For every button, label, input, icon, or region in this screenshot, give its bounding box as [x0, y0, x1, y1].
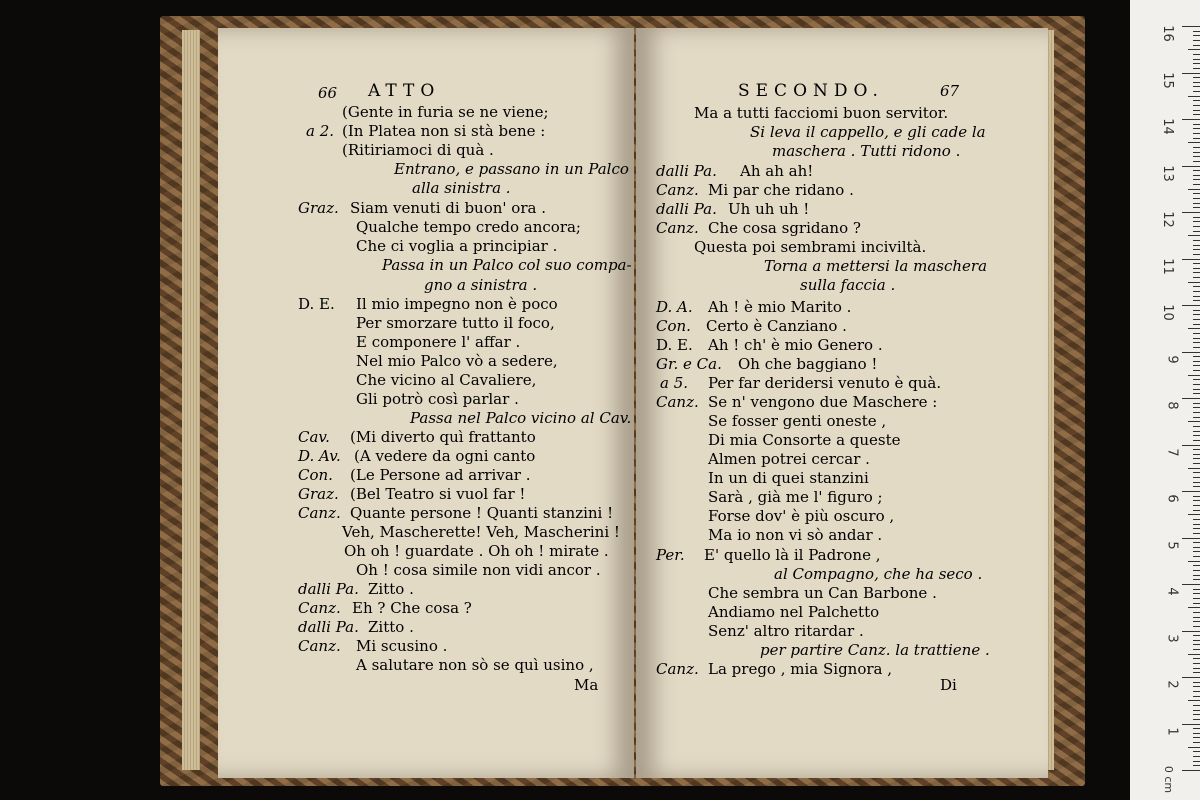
ruler-tick	[1193, 612, 1200, 613]
ruler-tick	[1193, 672, 1200, 673]
ruler-tick	[1193, 68, 1200, 69]
ruler-tick	[1193, 463, 1200, 464]
left-line: Per smorzare tutto il foco,	[356, 314, 555, 332]
ruler-tick	[1193, 263, 1200, 264]
ruler-tick	[1193, 431, 1200, 432]
right-line: Ah ! ch' è mio Genero .	[708, 336, 883, 354]
ruler-tick	[1193, 640, 1200, 641]
ruler-tick	[1193, 426, 1200, 427]
ruler-number: 1	[1164, 726, 1180, 736]
right-speaker: Per.	[656, 546, 685, 564]
ruler-tick	[1193, 77, 1200, 78]
left-speaker: D. Av.	[298, 447, 341, 465]
page-edges-left	[182, 30, 200, 770]
ruler-number: 7	[1164, 447, 1180, 457]
ruler-tick	[1193, 617, 1200, 618]
left-line: Mi scusino .	[356, 637, 448, 655]
ruler-tick	[1193, 598, 1200, 599]
ruler-tick	[1188, 142, 1200, 143]
ruler-tick	[1193, 649, 1200, 650]
ruler-tick	[1193, 110, 1200, 111]
ruler-tick	[1182, 398, 1200, 399]
left-line: Gli potrò così parlar .	[356, 390, 519, 408]
ruler-tick	[1182, 770, 1200, 771]
right-speaker: D. A.	[656, 298, 693, 316]
right-line: Ma a tutti facciomi buon servitor.	[694, 104, 949, 122]
ruler-tick	[1193, 179, 1200, 180]
ruler-tick	[1193, 663, 1200, 664]
ruler-tick	[1182, 538, 1200, 539]
ruler-tick	[1193, 765, 1200, 766]
ruler-tick	[1193, 705, 1200, 706]
right-line: Ah ! è mio Marito .	[708, 298, 852, 316]
ruler-tick	[1193, 59, 1200, 60]
ruler-tick	[1193, 505, 1200, 506]
right-page-header: SECONDO.	[738, 81, 884, 101]
ruler-number: 15	[1160, 71, 1176, 89]
left-line: A salutare non sò se quì usino ,	[356, 656, 594, 674]
ruler-tick	[1193, 310, 1200, 311]
left-line: Zitto .	[368, 580, 414, 598]
right-line: Oh che baggiano !	[738, 355, 878, 373]
left-catchword: Ma	[574, 676, 599, 694]
ruler-tick	[1193, 728, 1200, 729]
ruler-tick	[1188, 421, 1200, 422]
right-line: Senz' altro ritardar .	[708, 622, 864, 640]
left-line: (Mi diverto quì frattanto	[350, 428, 536, 446]
ruler-number: 3	[1164, 633, 1180, 643]
ruler-tick	[1188, 96, 1200, 97]
ruler-tick	[1193, 314, 1200, 315]
ruler-tick	[1188, 654, 1200, 655]
left-line: Qualche tempo credo ancora;	[356, 218, 581, 236]
ruler-tick	[1182, 119, 1200, 120]
ruler-tick	[1193, 175, 1200, 176]
ruler-tick	[1193, 124, 1200, 125]
ruler-number: 14	[1160, 118, 1176, 135]
ruler-tick	[1188, 561, 1200, 562]
right-line: Che cosa sgridano ?	[708, 219, 861, 237]
ruler-tick	[1193, 100, 1200, 101]
left-line: (Gente in furia se ne viene;	[342, 103, 549, 121]
ruler-tick	[1193, 528, 1200, 529]
left-line: Che vicino al Cavaliere,	[356, 371, 537, 389]
ruler-tick	[1193, 296, 1200, 297]
ruler-tick	[1193, 193, 1200, 194]
left-speaker: dalli Pa.	[298, 618, 359, 636]
right-line: La prego , mia Signora ,	[708, 660, 893, 678]
ruler-tick	[1193, 54, 1200, 55]
left-stage-direction: alla sinistra .	[412, 179, 511, 197]
ruler-tick	[1193, 198, 1200, 199]
left-line: (Ritiriamoci di quà .	[342, 141, 494, 159]
left-line: Nel mio Palco vò a sedere,	[356, 352, 558, 370]
ruler-tick	[1193, 170, 1200, 171]
ruler-tick	[1182, 212, 1200, 213]
right-speaker: D. E.	[656, 336, 693, 354]
ruler-tick	[1193, 82, 1200, 83]
right-line: Certo è Canziano .	[706, 317, 847, 335]
ruler-number: 4	[1164, 587, 1180, 596]
ruler-tick	[1193, 45, 1200, 46]
right-speaker: Canz.	[656, 660, 699, 678]
ruler-tick	[1193, 603, 1200, 604]
ruler-tick	[1193, 35, 1200, 36]
ruler-tick	[1193, 63, 1200, 64]
ruler-tick	[1193, 407, 1200, 408]
right-line: Ma io non vi sò andar .	[708, 526, 883, 544]
left-line: (A vedere da ogni canto	[354, 447, 536, 465]
ruler-tick	[1193, 226, 1200, 227]
ruler-tick	[1193, 161, 1200, 162]
right-stage-direction: per partire Canz. la trattiene .	[760, 641, 990, 659]
ruler-tick	[1193, 156, 1200, 157]
ruler-tick	[1193, 86, 1200, 87]
right-stage-direction: maschera . Tutti ridono .	[772, 142, 961, 160]
ruler-tick	[1182, 166, 1200, 167]
ruler-tick	[1182, 677, 1200, 678]
ruler-tick	[1193, 389, 1200, 390]
ruler-tick	[1193, 324, 1200, 325]
ruler-tick	[1193, 133, 1200, 134]
right-line: Che sembra un Can Barbone .	[708, 584, 937, 602]
ruler-number: 16	[1160, 25, 1176, 42]
ruler-tick	[1193, 519, 1200, 520]
ruler-tick	[1193, 203, 1200, 204]
ruler-tick	[1193, 510, 1200, 511]
ruler-tick	[1193, 733, 1200, 734]
ruler-number: 5	[1164, 540, 1180, 550]
ruler-tick	[1193, 356, 1200, 357]
ruler-tick	[1193, 621, 1200, 622]
ruler-tick	[1188, 282, 1200, 283]
ruler-tick	[1193, 719, 1200, 720]
ruler-tick	[1193, 658, 1200, 659]
ruler-tick	[1193, 291, 1200, 292]
left-line: Oh oh ! guardate . Oh oh ! mirate .	[344, 542, 609, 560]
ruler-tick	[1193, 570, 1200, 571]
ruler-tick	[1193, 342, 1200, 343]
ruler-tick	[1193, 742, 1200, 743]
ruler-tick	[1193, 756, 1200, 757]
ruler-number: 8	[1164, 401, 1180, 410]
left-line: Zitto .	[368, 618, 414, 636]
left-line: Veh, Mascherette! Veh, Mascherini !	[342, 523, 620, 541]
left-line: (In Platea non si stà bene :	[342, 122, 546, 140]
right-speaker: dalli Pa.	[656, 200, 717, 218]
left-speaker: Canz.	[298, 504, 341, 522]
ruler-tick	[1193, 393, 1200, 394]
right-line: Se n' vengono due Maschere :	[708, 393, 938, 411]
right-page-number: 67	[940, 82, 960, 100]
ruler-tick	[1193, 644, 1200, 645]
ruler-tick	[1188, 468, 1200, 469]
measuring-ruler	[1130, 0, 1200, 800]
ruler-tick	[1193, 152, 1200, 153]
left-stage-direction: Passa nel Palco vicino al Cav.	[410, 409, 632, 427]
ruler-tick	[1182, 584, 1200, 585]
ruler-tick	[1193, 338, 1200, 339]
ruler-tick	[1193, 40, 1200, 41]
ruler-tick	[1193, 286, 1200, 287]
left-line: Siam venuti di buon' ora .	[350, 199, 546, 217]
left-speaker: Canz.	[298, 599, 341, 617]
right-line: Questa poi sembrami inciviltà.	[694, 238, 927, 256]
ruler-tick	[1193, 240, 1200, 241]
ruler-tick	[1193, 458, 1200, 459]
right-speaker: Con.	[656, 317, 691, 335]
ruler-tick	[1193, 379, 1200, 380]
ruler-tick	[1193, 575, 1200, 576]
ruler-tick	[1193, 635, 1200, 636]
ruler-tick	[1193, 412, 1200, 413]
ruler-tick	[1193, 147, 1200, 148]
ruler-tick	[1193, 593, 1200, 594]
right-line: Mi par che ridano .	[708, 181, 854, 199]
ruler-tick	[1193, 245, 1200, 246]
ruler-tick	[1188, 235, 1200, 236]
left-speaker: dalli Pa.	[298, 580, 359, 598]
right-stage-direction: Si leva il cappello, e gli cade la	[750, 123, 986, 141]
right-line: E' quello là il Padrone ,	[704, 546, 881, 564]
right-stage-direction: Torna a mettersi la maschera	[764, 257, 988, 275]
ruler-tick	[1193, 477, 1200, 478]
ruler-tick	[1182, 491, 1200, 492]
ruler-unit-label: 0 cm	[1161, 765, 1175, 794]
right-line: In un di quei stanzini	[708, 469, 869, 487]
right-catchword: Di	[940, 676, 957, 694]
ruler-number: 12	[1160, 211, 1176, 228]
right-speaker: a 5.	[660, 374, 689, 392]
ruler-tick	[1193, 668, 1200, 669]
left-speaker: D. E.	[298, 295, 335, 313]
right-speaker: dalli Pa.	[656, 162, 717, 180]
ruler-tick	[1188, 747, 1200, 748]
ruler-tick	[1193, 737, 1200, 738]
ruler-tick	[1188, 514, 1200, 515]
ruler-tick	[1193, 482, 1200, 483]
ruler-tick	[1193, 533, 1200, 534]
ruler-tick	[1188, 700, 1200, 701]
right-speaker: Canz.	[656, 393, 699, 411]
ruler-tick	[1193, 417, 1200, 418]
left-speaker: Canz.	[298, 637, 341, 655]
ruler-tick	[1193, 184, 1200, 185]
ruler-tick	[1182, 724, 1200, 725]
ruler-tick	[1193, 231, 1200, 232]
right-line: Se fosser genti oneste ,	[708, 412, 887, 430]
ruler-tick	[1193, 710, 1200, 711]
ruler-tick	[1193, 551, 1200, 552]
ruler-tick	[1193, 565, 1200, 566]
ruler-tick	[1193, 207, 1200, 208]
ruler-tick	[1193, 370, 1200, 371]
ruler-number: 10	[1160, 304, 1176, 321]
ruler-tick	[1193, 449, 1200, 450]
ruler-tick	[1193, 365, 1200, 366]
left-speaker: Graz.	[298, 199, 339, 217]
ruler-tick	[1188, 49, 1200, 50]
ruler-tick	[1193, 524, 1200, 525]
ruler-tick	[1193, 500, 1200, 501]
ruler-tick	[1188, 328, 1200, 329]
ruler-tick	[1193, 454, 1200, 455]
ruler-tick	[1193, 300, 1200, 301]
left-line: (Bel Teatro si vuol far !	[350, 485, 526, 503]
ruler-tick	[1193, 333, 1200, 334]
ruler-tick	[1193, 384, 1200, 385]
ruler-number: 2	[1164, 680, 1180, 689]
ruler-tick	[1193, 249, 1200, 250]
ruler-tick	[1193, 128, 1200, 129]
ruler-tick	[1182, 631, 1200, 632]
left-page-header: ATTO	[368, 81, 441, 101]
right-line: Ah ah ah!	[740, 162, 814, 180]
ruler-tick	[1193, 691, 1200, 692]
ruler-tick	[1193, 138, 1200, 139]
left-stage-direction: gno a sinistra .	[424, 276, 538, 294]
right-stage-direction: sulla faccia .	[800, 276, 896, 294]
right-line: Uh uh uh !	[728, 200, 810, 218]
left-page-number: 66	[318, 84, 338, 102]
ruler-tick	[1193, 714, 1200, 715]
ruler-tick	[1188, 375, 1200, 376]
ruler-tick	[1193, 579, 1200, 580]
ruler-tick	[1193, 696, 1200, 697]
ruler-tick	[1193, 472, 1200, 473]
left-speaker: Cav.	[298, 428, 330, 446]
ruler-tick	[1193, 556, 1200, 557]
left-line: Il mio impegno non è poco	[356, 295, 558, 313]
ruler-tick	[1193, 221, 1200, 222]
left-line: (Le Persone ad arrivar .	[350, 466, 531, 484]
ruler-number: 6	[1164, 494, 1180, 503]
right-speaker: Canz.	[656, 219, 699, 237]
ruler-tick	[1188, 607, 1200, 608]
ruler-tick	[1193, 91, 1200, 92]
ruler-tick	[1193, 486, 1200, 487]
ruler-tick	[1193, 217, 1200, 218]
right-line: Andiamo nel Palchetto	[708, 603, 880, 621]
ruler-tick	[1193, 319, 1200, 320]
ruler-tick	[1193, 547, 1200, 548]
ruler-tick	[1193, 435, 1200, 436]
ruler-tick	[1193, 496, 1200, 497]
right-line: Sarà , già me l' figuro ;	[708, 488, 883, 506]
left-speaker: a 2.	[306, 122, 335, 140]
ruler-tick	[1182, 26, 1200, 27]
ruler-number: 11	[1160, 257, 1176, 275]
ruler-tick	[1193, 277, 1200, 278]
right-line: Forse dov' è più oscuro ,	[708, 507, 895, 525]
ruler-tick	[1193, 105, 1200, 106]
ruler-tick	[1193, 686, 1200, 687]
left-speaker: Con.	[298, 466, 333, 484]
ruler-tick	[1193, 589, 1200, 590]
ruler-tick	[1193, 542, 1200, 543]
left-stage-direction: Passa in un Palco col suo compa-	[382, 256, 632, 274]
right-speaker: Gr. e Ca.	[656, 355, 722, 373]
left-line: Oh ! cosa simile non vidi ancor .	[356, 561, 601, 579]
ruler-number: 9	[1164, 354, 1180, 364]
left-stage-direction: Entrano, e passano in un Palco	[394, 160, 629, 178]
left-speaker: Graz.	[298, 485, 339, 503]
ruler-tick	[1193, 440, 1200, 441]
ruler-tick	[1193, 403, 1200, 404]
left-line: Quante persone ! Quanti stanzini !	[350, 504, 614, 522]
ruler-tick	[1193, 254, 1200, 255]
right-line: Di mia Consorte a queste	[708, 431, 901, 449]
ruler-tick	[1193, 361, 1200, 362]
ruler-tick	[1193, 761, 1200, 762]
right-line: Per far deridersi venuto è quà.	[708, 374, 942, 392]
ruler-tick	[1193, 272, 1200, 273]
ruler-tick	[1193, 268, 1200, 269]
ruler-tick	[1193, 31, 1200, 32]
ruler-tick	[1193, 626, 1200, 627]
ruler-tick	[1182, 445, 1200, 446]
left-line: E componere l' affar .	[356, 333, 521, 351]
ruler-number: 13	[1160, 164, 1176, 182]
ruler-tick	[1182, 73, 1200, 74]
ruler-tick	[1182, 352, 1200, 353]
left-line: Che ci voglia a principiar .	[356, 237, 558, 255]
ruler-tick	[1182, 259, 1200, 260]
right-stage-direction: al Compagno, che ha seco .	[774, 565, 983, 583]
ruler-tick	[1193, 751, 1200, 752]
ruler-tick	[1193, 114, 1200, 115]
ruler-tick	[1193, 347, 1200, 348]
ruler-tick	[1188, 189, 1200, 190]
ruler-tick	[1182, 305, 1200, 306]
left-line: Eh ? Che cosa ?	[352, 599, 472, 617]
right-line: Almen potrei cercar .	[708, 450, 870, 468]
right-speaker: Canz.	[656, 181, 699, 199]
ruler-tick	[1193, 682, 1200, 683]
